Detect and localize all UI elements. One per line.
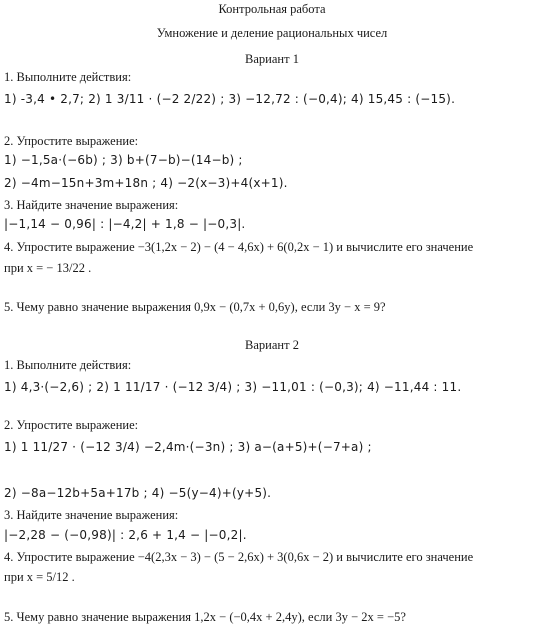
v1-task2-line1: 1) −1,5a·(−6b) ; 3) b+(7−b)−(14−b) ; [4,153,243,167]
v2-task2-line2: 2) −8a−12b+5a+17b ; 4) −5(y−4)+(y+5). [4,486,272,500]
v1-task2-label: 2. Упростите выражение: [4,134,139,148]
v1-task2-line2: 2) −4m−15n+3m+18n ; 4) −2(x−3)+4(x+1). [4,176,288,190]
v1-task3-expression: |−1,14 − 0,96| : |−4,2| + 1,8 − |−0,3|. [4,217,246,231]
v2-task3-expression: |−2,28 − (−0,98)| : 2,6 + 1,4 − |−0,2|. [4,528,247,542]
v2-task2-line1: 1) 1 11/27 · (−12 3/4) −2,4m·(−3n) ; 3) a−(a+5)+(−7+a) ; [4,440,372,454]
page-subtitle: Умножение и деление рациональных чисел [156,26,388,40]
variant-1-heading: Вариант 1 [245,52,299,66]
v2-task5: 5. Чему равно значение выражения 1,2x − (−0,4x + 2,4y), если 3y − 2x = −5? [4,610,406,624]
v1-task3-label: 3. Найдите значение выражения: [4,198,179,212]
v2-task3-label: 3. Найдите значение выражения: [4,508,179,522]
v1-task1-expression: 1) -3,4 • 2,7; 2) 1 3/11 · (−2 2/22) ; 3) −12,72 : (−0,4); 4) 15,45 : (−15). [4,92,456,106]
variant-2-heading: Вариант 2 [245,338,299,352]
v1-task4-line1: 4. Упростите выражение −3(1,2x − 2) − (4 − 4,6x) + 6(0,2x − 1) и вычислите его значение [4,240,474,254]
v2-task2-label: 2. Упростите выражение: [4,418,139,432]
page-title: Контрольная работа [218,2,326,16]
v2-task4-line1: 4. Упростите выражение −4(2,3x − 3) − (5 − 2,6x) + 3(0,6x − 2) и вычислите его значение [4,550,474,564]
v1-task4-line2: при x = − 13/22 . [4,261,92,275]
v2-task4-line2: при x = 5/12 . [4,570,75,584]
v1-task5: 5. Чему равно значение выражения 0,9x − (0,7x + 0,6y), если 3y − x = 9? [4,300,386,314]
v2-task1-expression: 1) 4,3·(−2,6) ; 2) 1 11/17 · (−12 3/4) ; 3) −11,01 : (−0,3); 4) −11,44 : 11. [4,380,462,394]
v2-task1-label: 1. Выполните действия: [4,358,132,372]
v1-task1-label: 1. Выполните действия: [4,70,132,84]
